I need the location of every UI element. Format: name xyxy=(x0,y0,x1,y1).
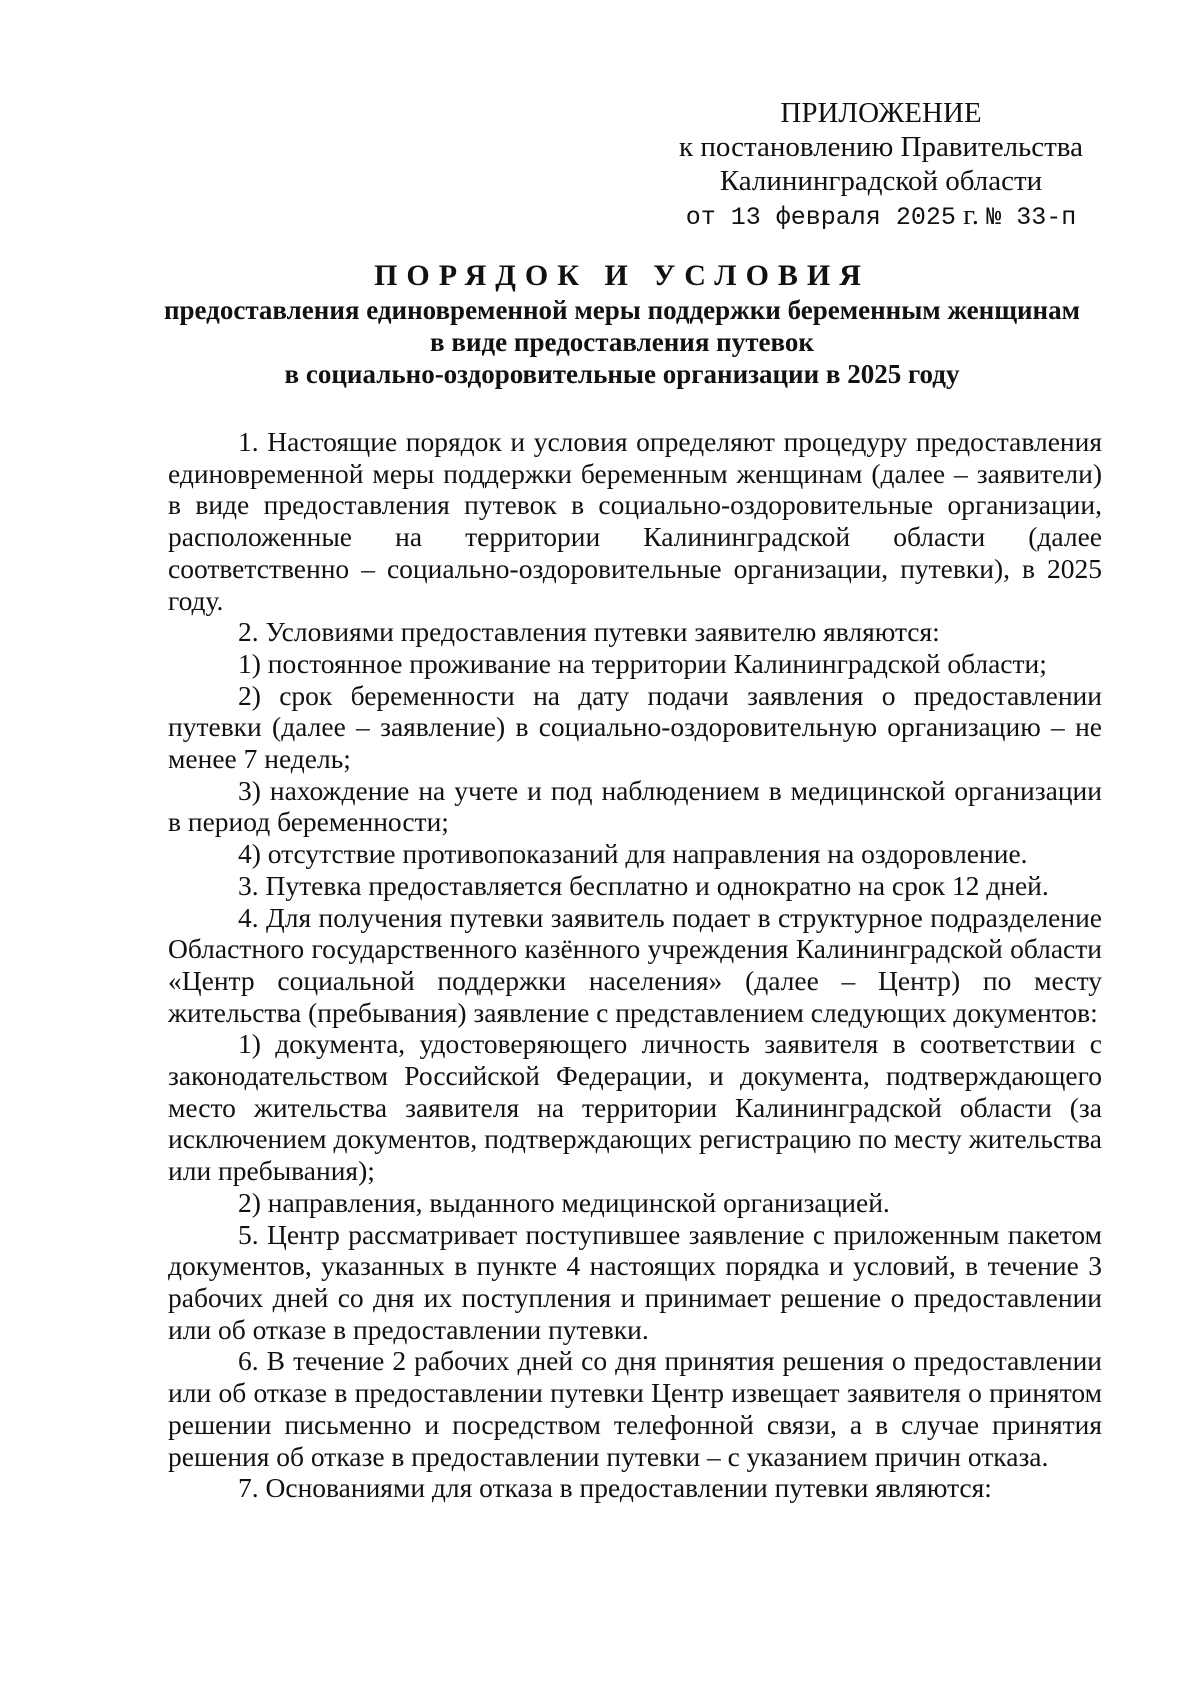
paragraph-4-item-2: 2) направления, выданного медицинской организацией. xyxy=(238,1186,890,1218)
document-title xyxy=(160,258,1084,390)
annex-region-line: Калининградской области xyxy=(719,165,1043,197)
annex-resolution-line: к постановлению Правительства xyxy=(679,131,1083,163)
paragraph-4: 4. Для получения путевки заявитель подает в структурное подразделение Областного государственного казённого учреждения Калининградской области «Центр социальной поддержки населения» (далее – Центр) по месту жительства (пребывания) заявление с представлением следующих документов: xyxy=(168,901,1102,1028)
annex-number: № 33-п xyxy=(986,203,1077,232)
annex-date-year-suffix: г. xyxy=(955,199,987,231)
paragraph-2: 2. Условиями предоставления путевки заявителю являются: xyxy=(238,616,940,648)
annex-date: от 13 февраля 2025 xyxy=(685,203,956,232)
title-subtitle-line-1: предоставления единовременной меры поддержки беременным женщинам xyxy=(163,295,1081,325)
annex-heading: ПРИЛОЖЕНИЕ xyxy=(780,97,982,129)
paragraph-1: 1. Настоящие порядок и условия определяют процедуру предоставления единовременной меры поддержки беременным женщинам (далее – заявители) в виде предоставления путевок в социально-оздоровительные организации, расположенные на территории Калининградской области (далее соответственно – социально-оздоровительные организации, путевки), в 2025 году. xyxy=(168,426,1102,616)
paragraph-5: 5. Центр рассматривает поступившее заявление с приложенным пакетом документов, указанных в пункте 4 настоящих порядка и условий, в течение 3 рабочих дней со дня их поступления и принимает решение о предоставлении или об отказе в предоставлении путевки. xyxy=(168,1218,1102,1345)
paragraph-2-item-1: 1) постоянное проживание на территории Калининградской области; xyxy=(238,647,1047,679)
paragraph-2-item-2: 2) срок беременности на дату подачи заявления о предоставлении путевки (далее – заявление) в социально-оздоровительную организацию – не менее 7 недель; xyxy=(168,679,1102,775)
paragraph-2-item-3: 3) нахождение на учете и под наблюдением в медицинской организации в период беременности; xyxy=(168,774,1102,838)
document-body xyxy=(168,426,1102,1504)
title-subtitle-line-2: в виде предоставления путевок xyxy=(430,327,814,357)
paragraph-4-item-1: 1) документа, удостоверяющего личность заявителя в соответствии с законодательством Российской Федерации, и документа, подтверждающего место жительства заявителя на территории Калининградской области (за исключением документов, подтверждающих регистрацию по месту жительства или пребывания); xyxy=(168,1028,1102,1187)
annex-stamp xyxy=(679,96,1083,235)
title-subtitle-line-3: в социально-оздоровительные организации в 2025 году xyxy=(284,359,960,389)
paragraph-7: 7. Основаниями для отказа в предоставлении путевки являются: xyxy=(238,1472,992,1504)
paragraph-3: 3. Путевка предоставляется бесплатно и однократно на срок 12 дней. xyxy=(238,869,1049,901)
paragraph-2-item-4: 4) отсутствие противопоказаний для направления на оздоровление. xyxy=(238,838,1028,870)
title-main: ПОРЯДОК И УСЛОВИЯ xyxy=(374,259,870,292)
paragraph-6: 6. В течение 2 рабочих дней со дня принятия решения о предоставлении или об отказе в предоставлении путевки Центр извещает заявителя о принятом решении письменно и посредством телефонной связи, а в случае принятия решения об отказе в предоставлении путевки – с указанием причин отказа. xyxy=(168,1345,1102,1472)
annex-date-line xyxy=(679,198,1083,235)
